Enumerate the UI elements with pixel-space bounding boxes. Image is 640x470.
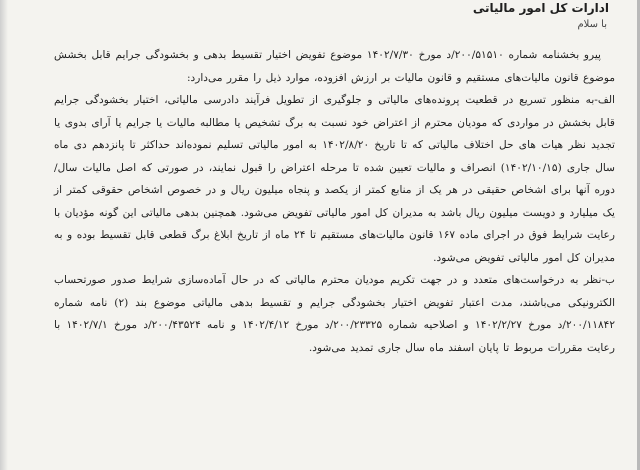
clause-a-paragraph: الف-به منظور تسریع در قطعیت پرونده‌های مالیاتی و جلوگیری از تطویل فرآیند دادرسی مالیاتی، اختیار بخشودگی جرایم قابل بخشش در مواردی که مودیان محترم از اعتراض خود نسبت به برگ تشخیص یا مطالبه مالیات یا جرایم یا آرای بدوی یا تجدید نظر هیات های حل اختلاف مالیاتی که تا تاریخ ۱۴۰۲/۸/۲۰ به امور مالیاتی تسلیم نموده‌اند حداکثر تا پانزدهم دی ماه سال جاری (۱۴۰۲/۱۰/۱۵) انصراف و مالیات تعیین شده تا مرحله اعتراض را قبول نمایند، در صورتی که اصل مالیات سال/دوره آنها برای اشخاص حقیقی در هر یک از منابع کمتر از یکصد و پنجاه میلیون ریال و در خصوص اشخاص حقوقی کمتر از یک میلیارد و دویست میلیون ریال باشد به مدیران کل امور مالیاتی تفویض می‌شود. همچنین بدهی مالیاتی این گونه مؤدیان با رعایت شرایط فوق در اجرای ماده ۱۶۷ قانون مالیات‌های مستقیم تا ۲۴ ماه از تاریخ ابلاغ برگ قطعی قابل تقسیط بوده و به مدیران کل امور مالیاتی تفویض می‌شود. <box>54 94 616 264</box>
clause-b-paragraph: ب-نظر به درخواست‌های متعدد و در جهت تکریم مودیان محترم مالیاتی که در حال آماده‌سازی شرایط صدور صورتحساب الکترونیکی می‌باشند، مدت اعتبار تفویض اختیار بخشودگی جرایم و تقسیط بدهی مالیاتی موضوع بند (۲) نامه شماره ۲۰۰/۱۱۸۴۲/د مورخ ۱۴۰۲/۲/۲۷ و اصلاحیه شماره ۲۰۰/۲۳۳۲۵/د مورخ ۱۴۰۲/۴/۱۲ و نامه ۲۰۰/۴۳۵۲۴/د مورخ ۱۴۰۲/۷/۱ با رعایت مقررات مربوط تا پایان اسفند ماه سال جاری تمدید می‌شود. <box>54 274 616 354</box>
page-edge-shadow <box>0 0 8 470</box>
letter-body <box>54 0 615 359</box>
salutation: با سلام <box>577 19 607 30</box>
recipient-header: ادارات کل امور مالیاتی <box>472 1 609 15</box>
intro-paragraph: پیرو بخشنامه شماره ۲۰۰/۵۱۵۱۰/د مورخ ۱۴۰۲/۷/۳۰ موضوع تفویض اختیار تقسیط بدهی و بخشودگی جرایم قابل بخشش موضوع قانون مالیات‌های مستقیم و قانون مالیات بر ارزش افزوده، موارد ذیل را مقرر می‌دارد: <box>54 49 615 84</box>
